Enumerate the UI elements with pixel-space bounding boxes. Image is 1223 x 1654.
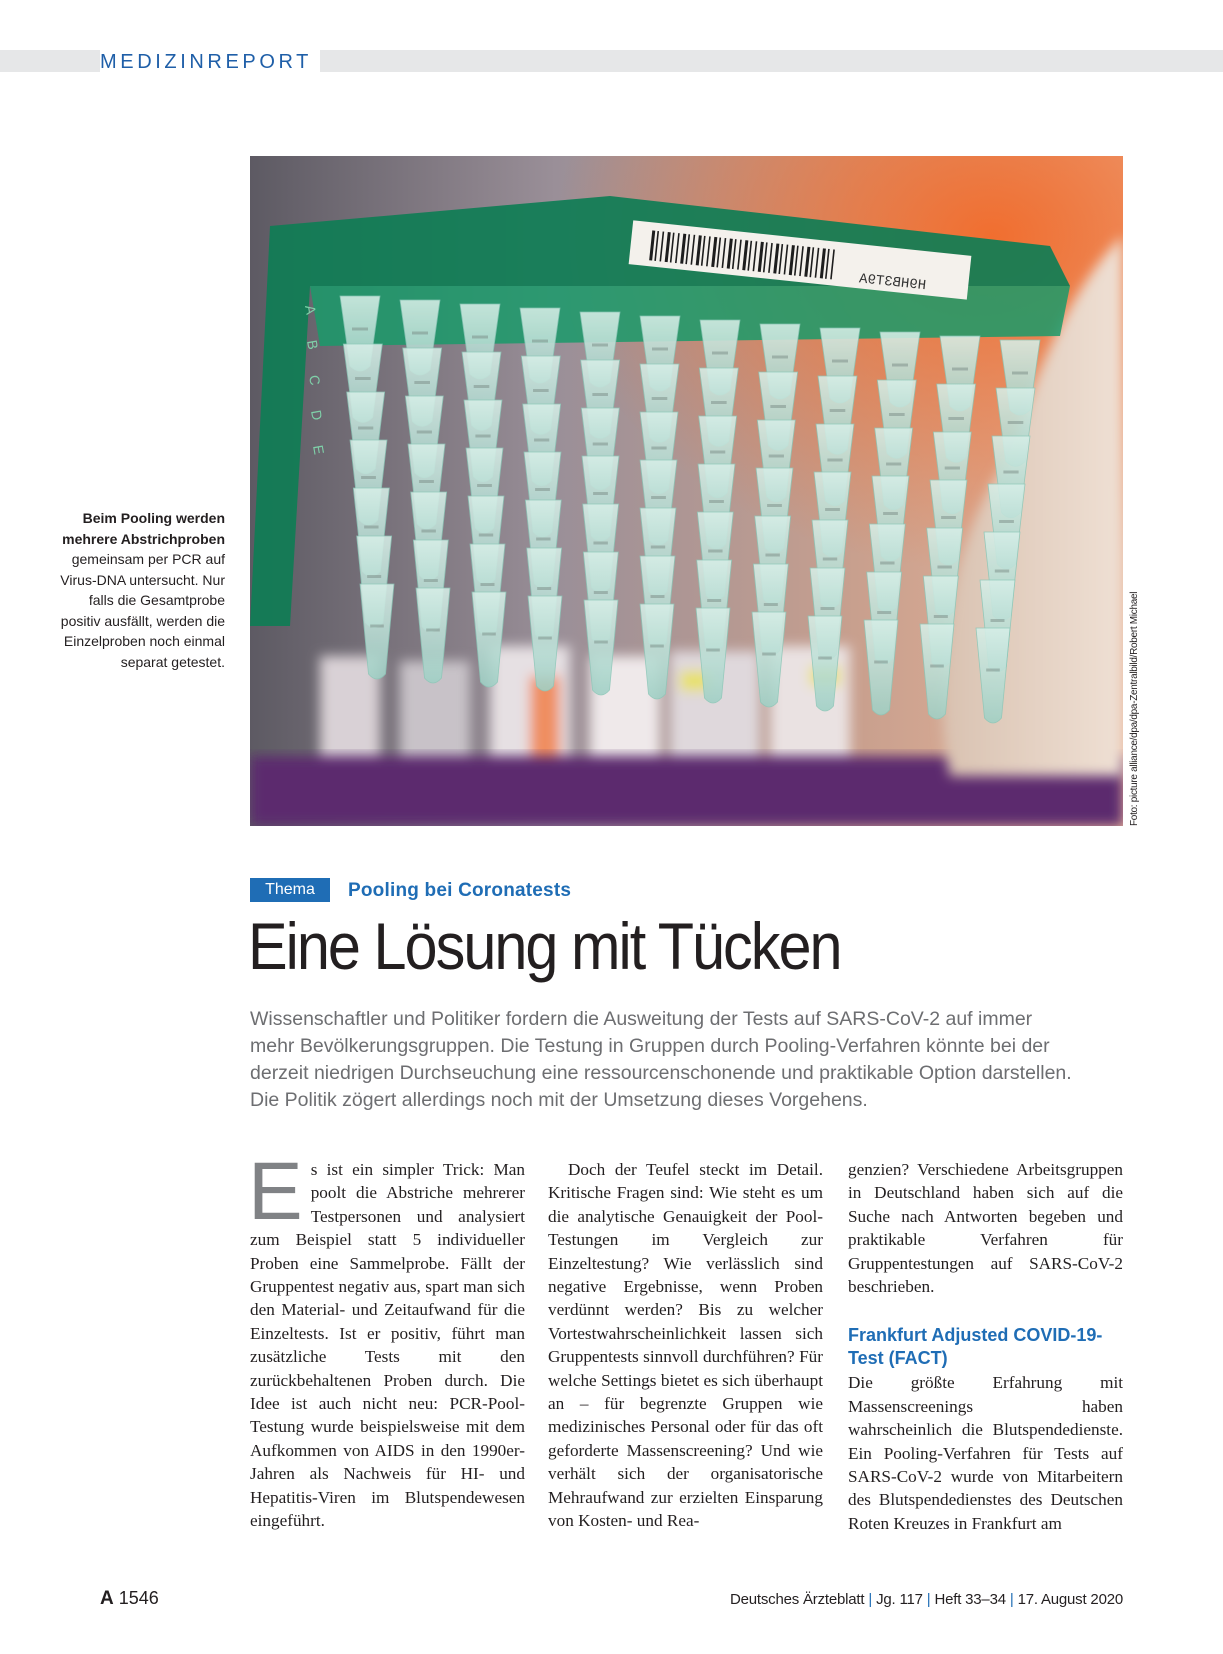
tube-liquid-line	[937, 566, 951, 569]
tube-liquid-line	[370, 625, 384, 628]
lead-line: mehr Bevölkerungsgruppen. Die Testung in Gruppen durch Pooling-Verfahren könnte bei der	[250, 1035, 1050, 1057]
tube-liquid-line	[592, 393, 608, 396]
photo-caption	[60, 508, 225, 672]
tube-liquid-line	[593, 443, 608, 446]
tube-liquid-line	[534, 439, 549, 442]
tube-liquid-line	[593, 542, 607, 545]
tube-liquid-line	[952, 368, 968, 371]
tube-liquid-line	[886, 463, 901, 466]
tube-liquid-line	[999, 520, 1014, 523]
tube-liquid-line	[652, 348, 668, 351]
tube-liquid-line	[482, 633, 496, 636]
tube-liquid-line	[823, 558, 837, 561]
plate-row-letter: E	[310, 443, 328, 456]
tube-liquid-line	[1012, 372, 1028, 375]
tube-liquid-line	[877, 611, 891, 614]
tube-liquid-line	[538, 637, 552, 640]
tube-liquid-line	[651, 546, 665, 549]
tube-liquid-line	[945, 467, 960, 470]
tube-liquid-line	[479, 534, 493, 537]
tube-liquid-line	[769, 455, 784, 458]
tube-liquid-line	[481, 583, 495, 586]
separator: |	[868, 1591, 873, 1608]
section-label: MEDIZINREPORT	[100, 50, 320, 72]
tube-liquid-line	[474, 385, 490, 388]
page-letter: A	[100, 1588, 114, 1609]
journal-date: 17. August 2020	[1017, 1591, 1123, 1608]
tube-liquid-line	[889, 413, 905, 416]
journal-footer	[730, 1591, 1123, 1608]
tube-liquid-line	[883, 512, 898, 515]
tube-liquid-line	[650, 645, 664, 648]
tube-liquid-line	[825, 508, 840, 511]
tube-liquid-line	[892, 364, 908, 367]
article-photo	[250, 156, 1123, 826]
tube-liquid-line	[772, 356, 788, 359]
tube-liquid-line	[764, 603, 778, 606]
body-column-1	[248, 1146, 525, 1533]
body-paragraph: genzien? Verschiedene Arbeitsgruppen in Deutschland haben sich auf die Suche nach Antworten begeben und praktikable Verfahren für Gruppentestungen auf SARS-CoV-2 beschrieben.	[848, 1160, 1123, 1297]
tube-liquid-line	[358, 427, 373, 430]
drop-cap: E	[248, 1146, 303, 1237]
tube-liquid-line	[770, 405, 786, 408]
tube-liquid-line	[767, 504, 782, 507]
photo-credit: Foto: picture alliance/dpa/dpa-Zentralbild/Robert Michael	[1129, 591, 1140, 826]
tube-liquid-line	[593, 492, 608, 495]
tube-liquid-line	[832, 360, 848, 363]
tube-liquid-line	[986, 669, 1000, 672]
separator: |	[1009, 1591, 1014, 1608]
tube-liquid-line	[532, 340, 548, 343]
tube-liquid-line	[412, 332, 428, 335]
tube-liquid-line	[426, 629, 440, 632]
body-column-3	[848, 1158, 1123, 1535]
tube-liquid-line	[419, 480, 434, 483]
page-number	[100, 1588, 159, 1610]
plate-row-letter: C	[306, 373, 324, 387]
tube-liquid-line	[1008, 421, 1024, 424]
tube-liquid-line	[361, 476, 376, 479]
thema-badge: Thema	[250, 878, 330, 902]
tube-liquid-line	[941, 516, 956, 519]
tube-liquid-line	[711, 401, 727, 404]
tube-liquid-line	[475, 435, 490, 438]
tube-liquid-line	[421, 530, 435, 533]
page-number-value: 1546	[118, 1588, 159, 1608]
tube-liquid-line	[424, 579, 438, 582]
journal-name: Deutsches Ärzteblatt	[729, 1591, 865, 1608]
tube-liquid-line	[592, 344, 608, 347]
journal-volume: Jg. 117	[876, 1591, 923, 1608]
barcode-text: H9HB3T9A	[858, 271, 927, 295]
body-column-2	[548, 1158, 823, 1533]
tube-liquid-line	[1003, 471, 1018, 474]
tube-liquid-line	[995, 570, 1009, 573]
tube-liquid-line	[535, 488, 550, 491]
body-paragraph: Die größte Erfahrung mit Massenscreenings haben wahrscheinlich die Blutspendedienste. Ein Pooling-Verfahren für Tests auf SARS-CoV-2 wurde von Mitarbeitern des Blutspendedienstes des Deutschen Roten Kreuzes in Frankfurt am	[848, 1373, 1123, 1533]
topic-label: Pooling bei Coronatests	[348, 880, 572, 901]
tube-liquid-line	[355, 377, 371, 380]
tube-liquid-line	[536, 538, 550, 541]
headline: Eine Lösung mit Tücken	[248, 909, 841, 983]
tube-liquid-line	[712, 352, 728, 355]
tube-liquid-line	[367, 575, 381, 578]
tube-liquid-line	[706, 649, 720, 652]
tube-liquid-line	[594, 591, 608, 594]
plate-row-letter: D	[308, 408, 326, 422]
pcr-plate	[250, 196, 1070, 723]
tube-liquid-line	[991, 619, 1005, 622]
tube-liquid-line	[710, 451, 725, 454]
tube-liquid-line	[472, 336, 488, 339]
subheading: Frankfurt Adjusted COVID-19-Test (FACT)	[848, 1325, 1103, 1368]
lead-line: Wissenschaftler und Politiker fordern die Ausweitung der Tests auf SARS-CoV-2 auf immer	[250, 1008, 1033, 1030]
plate-row-letter: A	[302, 303, 320, 316]
separator: |	[926, 1591, 931, 1608]
tube-liquid-line	[821, 607, 835, 610]
tube-liquid-line	[594, 641, 608, 644]
tube-liquid-line	[364, 526, 378, 529]
tube-liquid-line	[762, 653, 776, 656]
tube-liquid-line	[652, 397, 668, 400]
tube-liquid-line	[709, 500, 724, 503]
caption-text: gemeinsam per PCR auf Virus-DNA untersucht. Nur falls die Gesamtprobe positiv ausfällt, werden die Einzelproben noch einmal separat getestet.	[60, 551, 225, 670]
tube-liquid-line	[830, 409, 846, 412]
caption-bold: Beim Pooling werden mehrere Abstrichproben	[62, 510, 225, 547]
tube-liquid-line	[827, 459, 842, 462]
tube-liquid-line	[651, 496, 666, 499]
tube-liquid-line	[417, 431, 432, 434]
lead-line: derzeit niedrigen Durchseuchung eine ressourcenschonende und praktikable Option darstellen.	[250, 1062, 1072, 1084]
tube-liquid-line	[477, 484, 492, 487]
tube-liquid-line	[708, 550, 722, 553]
tube-liquid-line	[934, 615, 948, 618]
tube-liquid-line	[651, 447, 666, 450]
tube-liquid-line	[880, 562, 894, 565]
tube-liquid-line	[352, 328, 368, 331]
lead-line: Die Politik zögert allerdings noch mit der Umsetzung dieses Vorgehens.	[250, 1089, 868, 1111]
body-paragraph: Doch der Teufel steckt im Detail. Kritische Fragen sind: Wie steht es um die analytische Genauigkeit der Pool-Testungen im Vergleich zur Einzeltestung? Wie verlässlich sind negative Ergebnisse, wenn Proben verdünnt werden? Bis zu welcher Vortestwahrscheinlichkeit lassen sich Gruppentests sinnvoll durchführen? Für welche Settings bietet es sich überhaupt an – für begrenzte Gruppen wie medizinisches Personal oder für das oft geforderte Massenscreening? Und wie verhält sich der organisatorische Mehraufwand zur erzielten Einsparung von Kosten- und Rea-	[548, 1160, 823, 1531]
tube-liquid-line	[948, 417, 964, 420]
tube-liquid-line	[651, 595, 665, 598]
tube-liquid-line	[874, 661, 888, 664]
tube-liquid-line	[707, 599, 721, 602]
plate-row-letter: B	[304, 338, 322, 351]
tube-liquid-line	[533, 389, 549, 392]
tube-liquid-line	[537, 587, 551, 590]
tube-liquid-line	[818, 657, 832, 660]
tube-liquid-line	[930, 665, 944, 668]
journal-issue: Heft 33–34	[934, 1591, 1006, 1608]
tube-liquid-line	[765, 554, 779, 557]
tube-liquid-line	[414, 381, 430, 384]
lead-paragraph	[250, 1006, 1110, 1114]
body-paragraph: s ist ein simpler Trick: Man poolt die Abstriche mehrerer Testpersonen und analysiert zum Beispiel statt 5 individueller Proben eine Sammelprobe. Fällt der Gruppentest negativ aus, spart man sich den Material- und Zeitaufwand für die Einzeltests. Ist er positiv, führt man zusätzliche Tests mit den zurückbehaltenen Proben durch. Die Idee ist auch nicht neu: PCR-Pool-Testung wurde beispielsweise mit dem Aufkommen von AIDS in den 1990er-Jahren als Nachweis für HI- und Hepatitis-Viren im Blutspendewesen eingeführt.	[250, 1160, 525, 1531]
